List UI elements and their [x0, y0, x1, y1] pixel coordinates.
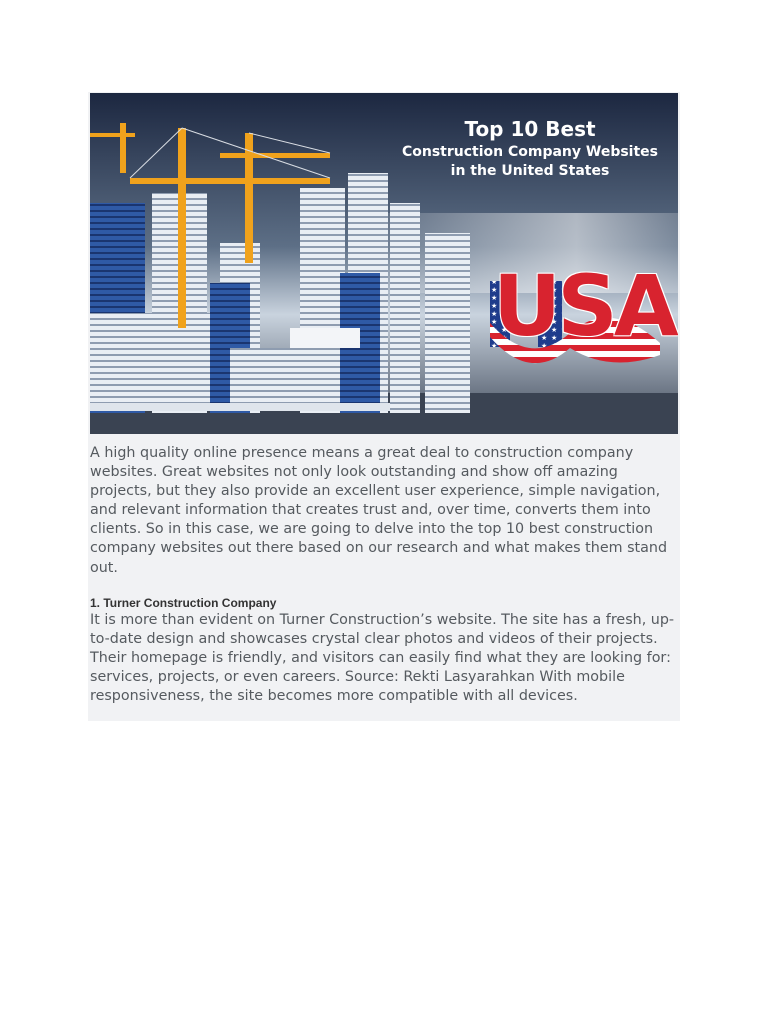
hero-title: Top 10 Best	[464, 117, 596, 141]
usa-badge-text: USA	[493, 257, 675, 355]
article-card	[88, 92, 680, 721]
section-paragraph: It is more than evident on Turner Construction’s website. The site has a fresh, up-to-date design and showcases crystal clear photos and videos of their projects. Their homepage is friendly, and visitors can easily find what they are looking for: services, projects, or even careers. Source: Rekti Lasyarahkan With mobile responsiveness, the site becomes more compatible with all devices.	[90, 612, 675, 705]
hero-image	[90, 93, 678, 434]
hero-subtitle-line1: Construction Company Websites	[401, 144, 659, 160]
hero-subtitle-line2: in the United States	[450, 163, 610, 179]
section-heading: 1. Turner Construction Company	[90, 596, 277, 610]
intro-paragraph: A high quality online presence means a great deal to construction company websites. Great websites not only look outstanding and show off amazing projects, but they also provide an excellent user experience, simple navigation, and relevant information that creates trust and, over time, converts them into clients. So in this case, we are going to delve into the top 10 best construction company websites out there based on our research and what makes them stand out.	[90, 445, 668, 576]
hero-title-block	[380, 117, 678, 180]
